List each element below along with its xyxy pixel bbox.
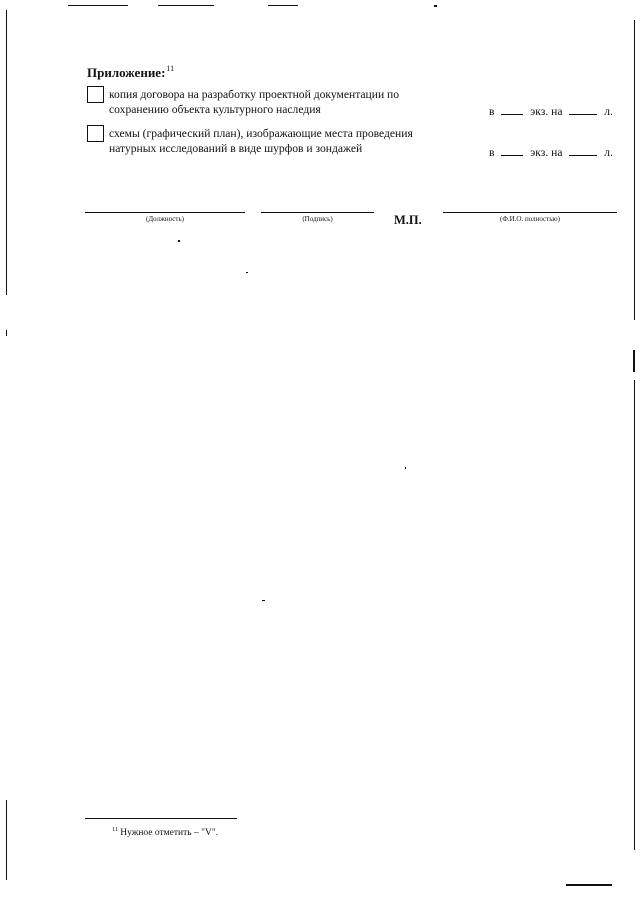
sheets-label: л. [604, 146, 613, 159]
scan-speck [262, 600, 265, 601]
item-line: схемы (графический план), изображающие места проведения [109, 127, 413, 140]
item-line: копия договора на разработку проектной документации по [109, 88, 400, 101]
scan-speck [246, 272, 248, 273]
scan-artifact-top [68, 5, 128, 6]
copies-blank[interactable] [501, 155, 523, 156]
appendix-item-contract [109, 88, 454, 117]
scan-artifact-left [6, 800, 7, 880]
scan-artifact-top [268, 5, 298, 6]
sheets-blank[interactable] [569, 114, 597, 115]
copies-prefix: в [489, 146, 495, 159]
checkbox-schemes[interactable] [87, 125, 104, 142]
item-line: сохранению объекта культурного наследия [109, 102, 321, 116]
scan-speck [405, 467, 406, 469]
footnote-separator [85, 818, 237, 819]
checkbox-contract-copy[interactable] [87, 86, 104, 103]
signature-line[interactable] [261, 212, 374, 213]
footnote [112, 826, 218, 838]
scan-artifact-top [434, 5, 437, 7]
signature-label: (Подпись) [302, 215, 333, 223]
scan-artifact-right [633, 350, 635, 372]
scan-artifact-bottom [566, 884, 612, 886]
footnote-text: Нужное отметить – "V". [120, 828, 219, 838]
copies-sheets-row [489, 146, 613, 159]
appendix-footnote-ref: 11 [166, 64, 175, 73]
sheets-blank[interactable] [569, 155, 597, 156]
appendix-item-schemes [109, 127, 454, 156]
full-name-label: (Ф.И.О. полностью) [500, 215, 560, 223]
copies-label: экз. на [530, 105, 563, 118]
scan-artifact-left [6, 330, 7, 336]
sheets-label: л. [604, 105, 613, 118]
appendix-heading [87, 64, 174, 81]
copies-sheets-row [489, 105, 613, 118]
position-label: (Должность) [146, 215, 184, 223]
item-line: натурных исследований в виде шурфов и зондажей [109, 141, 363, 155]
scan-artifact-left [6, 10, 7, 295]
full-name-line[interactable] [443, 212, 617, 213]
copies-label: экз. на [530, 146, 563, 159]
footnote-number: 11 [112, 826, 119, 833]
scan-artifact-top [158, 5, 214, 6]
scan-speck [178, 240, 180, 242]
scan-artifact-right [634, 380, 635, 850]
copies-blank[interactable] [501, 114, 523, 115]
position-line[interactable] [85, 212, 245, 213]
copies-prefix: в [489, 105, 495, 118]
stamp-mark: М.П. [394, 213, 422, 227]
appendix-title: Приложение: [87, 65, 166, 80]
scan-artifact-right [634, 20, 635, 320]
